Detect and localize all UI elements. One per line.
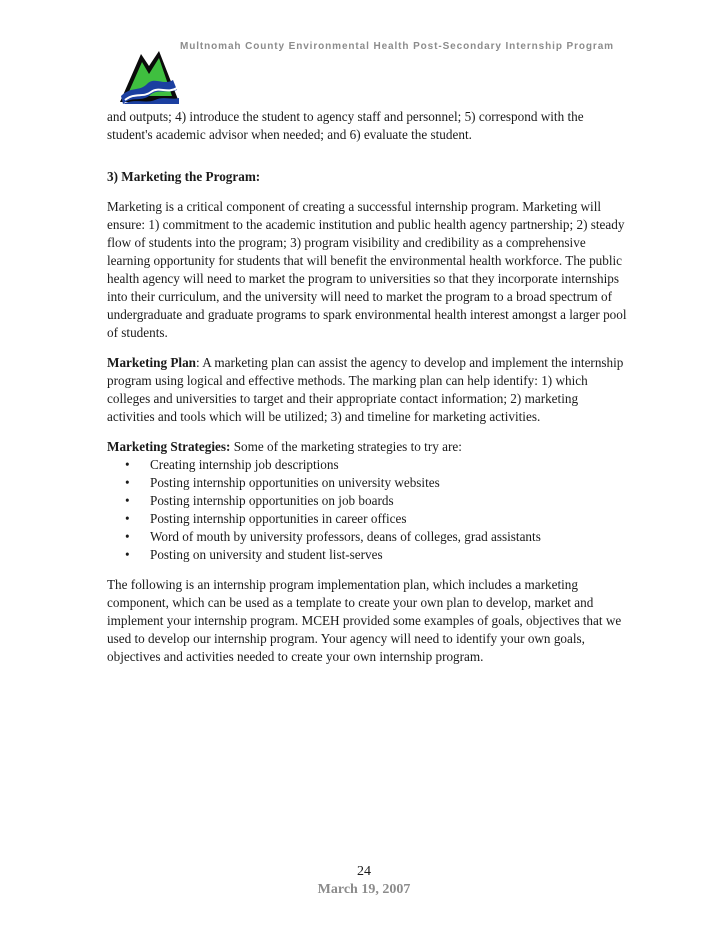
bullet-icon: • (125, 493, 130, 508)
list-item (107, 528, 627, 546)
intro-paragraph: and outputs; 4) introduce the student to agency staff and personnel; 5) correspond with the student's academic advisor when needed; and 6) evaluate the student. (107, 109, 584, 142)
list-item-text: Posting internship opportunities on job boards (150, 493, 394, 508)
list-item-text: Posting internship opportunities on university websites (150, 475, 440, 490)
bullet-icon: • (125, 511, 130, 526)
closing-paragraph: The following is an internship program implementation plan, which includes a marketing component, which can be used as a template to create your own plan to develop, market and implement your internship program. MCEH provided some examples of goals, objectives that we used to develop our internship program. Your agency will need to identify your own goals, objectives and activities needed to create your own internship program. (107, 577, 622, 664)
marketing-plan-paragraph (107, 354, 627, 426)
list-item-text: Word of mouth by university professors, deans of colleges, grad assistants (150, 529, 541, 544)
page-number: 24 (357, 864, 371, 879)
list-item-text: Posting on university and student list-serves (150, 547, 383, 562)
bullet-icon: • (125, 475, 130, 490)
section-heading: 3) Marketing the Program: (107, 169, 261, 184)
footer-date: March 19, 2007 (317, 882, 411, 897)
list-item (107, 546, 627, 564)
header-title: Multnomah County Environmental Health Post-Secondary Internship Program (180, 41, 614, 52)
strategies-text: Some of the marketing strategies to try are: (230, 439, 462, 454)
bullet-icon: • (125, 457, 130, 472)
list-item (107, 510, 627, 528)
bullet-icon: • (125, 529, 130, 544)
list-item-text: Posting internship opportunities in career offices (150, 511, 407, 526)
bullet-icon: • (125, 547, 130, 562)
list-item (107, 492, 627, 510)
document-body (107, 108, 627, 666)
list-item (107, 474, 627, 492)
list-item (107, 456, 627, 474)
list-item-text: Creating internship job descriptions (150, 457, 339, 472)
marketing-paragraph: Marketing is a critical component of creating a successful internship program. Marketing will ensure: 1) commitment to the academic institution and public health agency partnership; 2) steady flow of students into the program; 3) program visibility and credibility as a comprehensive learning opportunity for students that will benefit the environmental health workforce. The public health agency will need to market the program to universities so that they incorporate internships into their curriculum, and the university will need to market the program to a broad spectrum of undergraduate and graduate programs to spark environmental health interest amongst a larger pool of students. (107, 199, 627, 340)
strategies-label: Marketing Strategies: (107, 439, 231, 454)
marketing-plan-text: : A marketing plan can assist the agency to develop and implement the internship program using logical and effective methods. The marking plan can help identify: 1) which colleges and universities to target and their appropriate contact information; 2) marketing activities and tools which will be utilized; 3) and timeline for marketing activities. (107, 355, 624, 424)
strategies-list (107, 456, 627, 564)
mountain-logo-icon (117, 46, 181, 108)
strategies-intro (107, 438, 627, 456)
marketing-plan-label: Marketing Plan (107, 355, 197, 370)
